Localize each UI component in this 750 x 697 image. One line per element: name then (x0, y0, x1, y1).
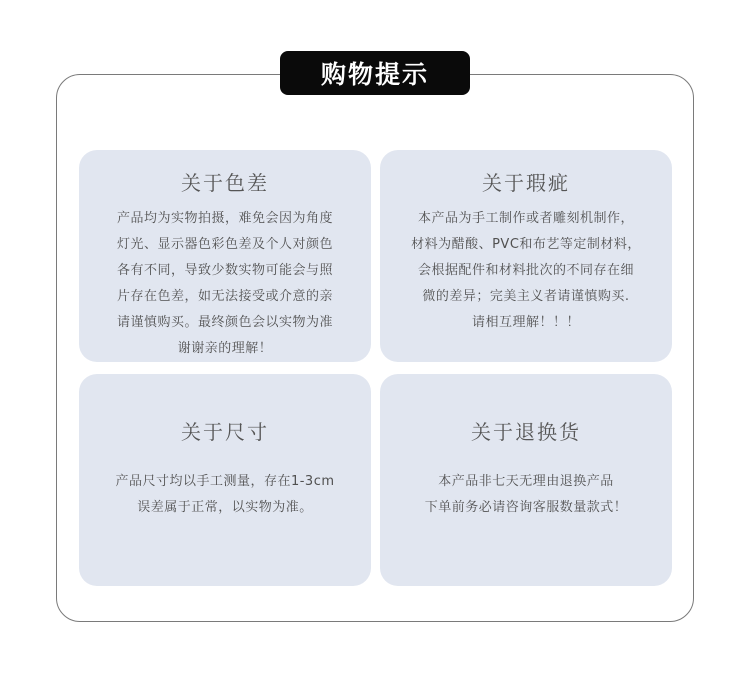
card-returns (380, 374, 672, 586)
card-color-difference (79, 150, 371, 362)
card-title: 关于尺寸 (181, 420, 269, 444)
card-line: 各有不同，导致少数实物可能会与照 (116, 263, 333, 278)
card-body (380, 469, 672, 521)
card-line: 片存在色差，如无法接受或介意的亲 (116, 289, 333, 304)
card-title: 关于色差 (181, 171, 269, 195)
card-body (79, 469, 371, 521)
card-body (79, 206, 371, 362)
card-line: 本产品为手工制作或者雕刻机制作， (417, 211, 634, 226)
card-line: 请谨慎购买。最终颜色会以实物为准 (116, 315, 333, 330)
card-line: 下单前务必请咨询客服数量款式！ (424, 500, 628, 515)
page-title: 购物提示 (280, 51, 470, 95)
card-line: 请相互理解！！！ (471, 315, 580, 330)
card-body (380, 206, 672, 336)
card-line: 误差属于正常，以实物为准。 (137, 500, 313, 515)
card-line: 谢谢亲的理解！ (177, 341, 273, 356)
card-line: 产品尺寸均以手工测量，存在1-3cm (115, 474, 335, 489)
card-flaws (380, 150, 672, 362)
card-line: 本产品非七天无理由退换产品 (438, 474, 614, 489)
card-line: 微的差异；完美主义者请谨慎购买. (422, 289, 630, 304)
card-line: 产品均为实物拍摄，难免会因为角度 (116, 211, 333, 226)
card-title: 关于退换货 (471, 420, 581, 444)
card-line: 灯光、显示器色彩色差及个人对颜色 (116, 237, 333, 252)
card-size (79, 374, 371, 586)
card-line: 会根据配件和材料批次的不同存在细 (417, 263, 634, 278)
card-line: 材料为醋酸、PVC和布艺等定制材料， (411, 237, 641, 252)
card-title: 关于瑕疵 (482, 171, 570, 195)
